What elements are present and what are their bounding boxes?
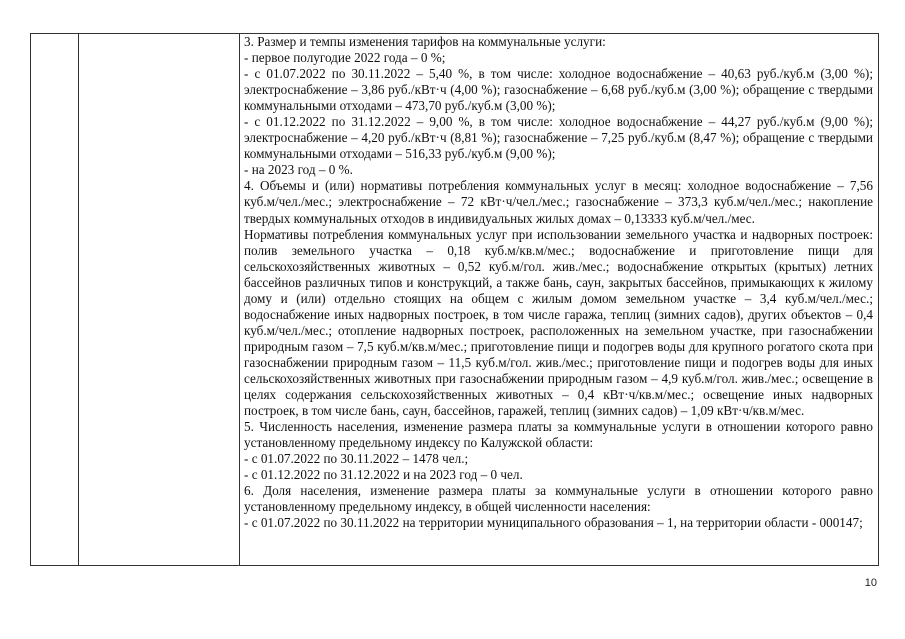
column-divider-1 bbox=[78, 34, 79, 565]
paragraph-section-3-heading: 3. Размер и темпы изменения тарифов на коммунальные услуги: bbox=[244, 34, 606, 49]
page-number: 10 bbox=[864, 577, 877, 589]
paragraph-share-jul-nov: - с 01.07.2022 по 30.11.2022 на территории муниципального образования – 1, на территории области - 000147; bbox=[244, 515, 863, 531]
paragraph-population-jul-nov: - с 01.07.2022 по 30.11.2022 – 1478 чел.; bbox=[244, 451, 469, 467]
paragraph-tariff-dec: - с 01.12.2022 по 31.12.2022 – 9,00 %, в том числе: холодное водоснабжение – 44,27 руб./куб.м (9,00 %); электроснабжение – 4,20 руб./кВт·ч (8,81 %); газоснабжение – 7,25 руб./куб.м (8,47 %); обращение с твердыми коммунальными отходами – 516,33 руб./куб.м (9,00 %); bbox=[244, 114, 873, 162]
paragraph-tariff-jul-nov: - с 01.07.2022 по 30.11.2022 – 5,40 %, в том числе: холодное водоснабжение – 40,63 руб./куб.м (3,00 %); электроснабжение – 3,86 руб./кВт·ч (4,00 %); газоснабжение – 6,68 руб./куб.м (3,00 %); обращение с твердыми коммунальными отходами – 473,70 руб./куб.м (3,00 %); bbox=[244, 66, 873, 114]
paragraph-section-5: 5. Численность населения, изменение размера платы за коммунальные услуги в отношении которого равно установленному предельному индексу по Калужской области: bbox=[244, 419, 873, 451]
paragraph-2023: - на 2023 год – 0 %. bbox=[244, 162, 353, 178]
paragraph-section-6: 6. Доля населения, изменение размера платы за коммунальные услуги в отношении которого равно установленному предельному индексу, в общей численности населения: bbox=[244, 483, 873, 515]
column-divider-2 bbox=[239, 34, 240, 565]
paragraph-section-4: 4. Объемы и (или) нормативы потребления коммунальных услуг в месяц: холодное водоснабжение – 7,56 куб.м/чел./мес.; электроснабжение – 72 кВт·ч/чел./мес.; газоснабжение – 373,3 куб.м/чел./мес.; накопление твердых коммунальных отходов в индивидуальных жилых домах – 0,13333 куб.м/чел./мес. bbox=[244, 178, 873, 226]
document-table bbox=[30, 33, 879, 566]
paragraph-first-half-2022: - первое полугодие 2022 года – 0 %; bbox=[244, 50, 446, 66]
paragraph-land-norms: Нормативы потребления коммунальных услуг при использовании земельного участка и надворных построек: полив земельного участка – 0,18 куб.м/кв.м/мес.; водоснабжение и приготовление пищи для сельскохозяйственных животных – 0,52 куб.м/гол. жив./мес.; водоснабжение открытых (крытых) летних бассейнов различных типов и конструкций, а также бань, саун, закрытых бассейнов, примыкающих к жилому дому и (или) отдельно стоящих на общем с жилым домом земельном участке – 3,4 куб.м/чел./мес.; водоснабжение иных надворных построек, в том числе гаража, теплиц (зимних садов), других объектов – 0,4 куб.м/чел./мес.; отопление надворных построек, расположенных на земельном участке, при газоснабжении природным газом – 7,5 куб.м/кв.м/мес.; приготовление пищи и подогрев воды для крупного рогатого скота при газоснабжении природным газом – 11,5 куб.м/гол. жив./мес.; приготовление пищи и подогрев воды для иных сельскохозяйственных животных при газоснабжении природным газом – 4,9 куб.м/гол. жив./мес.; освещение в целях содержания сельскохозяйственных животных – 0,4 кВт·ч/кв.м/мес.; освещение иных надворных построек, в том числе бань, саун, бассейнов, гаражей, теплиц (зимних садов) – 1,09 кВт·ч/кв.м/мес. bbox=[244, 226, 873, 419]
paragraph-population-dec: - с 01.12.2022 по 31.12.2022 и на 2023 год – 0 чел. bbox=[244, 467, 523, 483]
table-cell-content bbox=[244, 34, 873, 531]
